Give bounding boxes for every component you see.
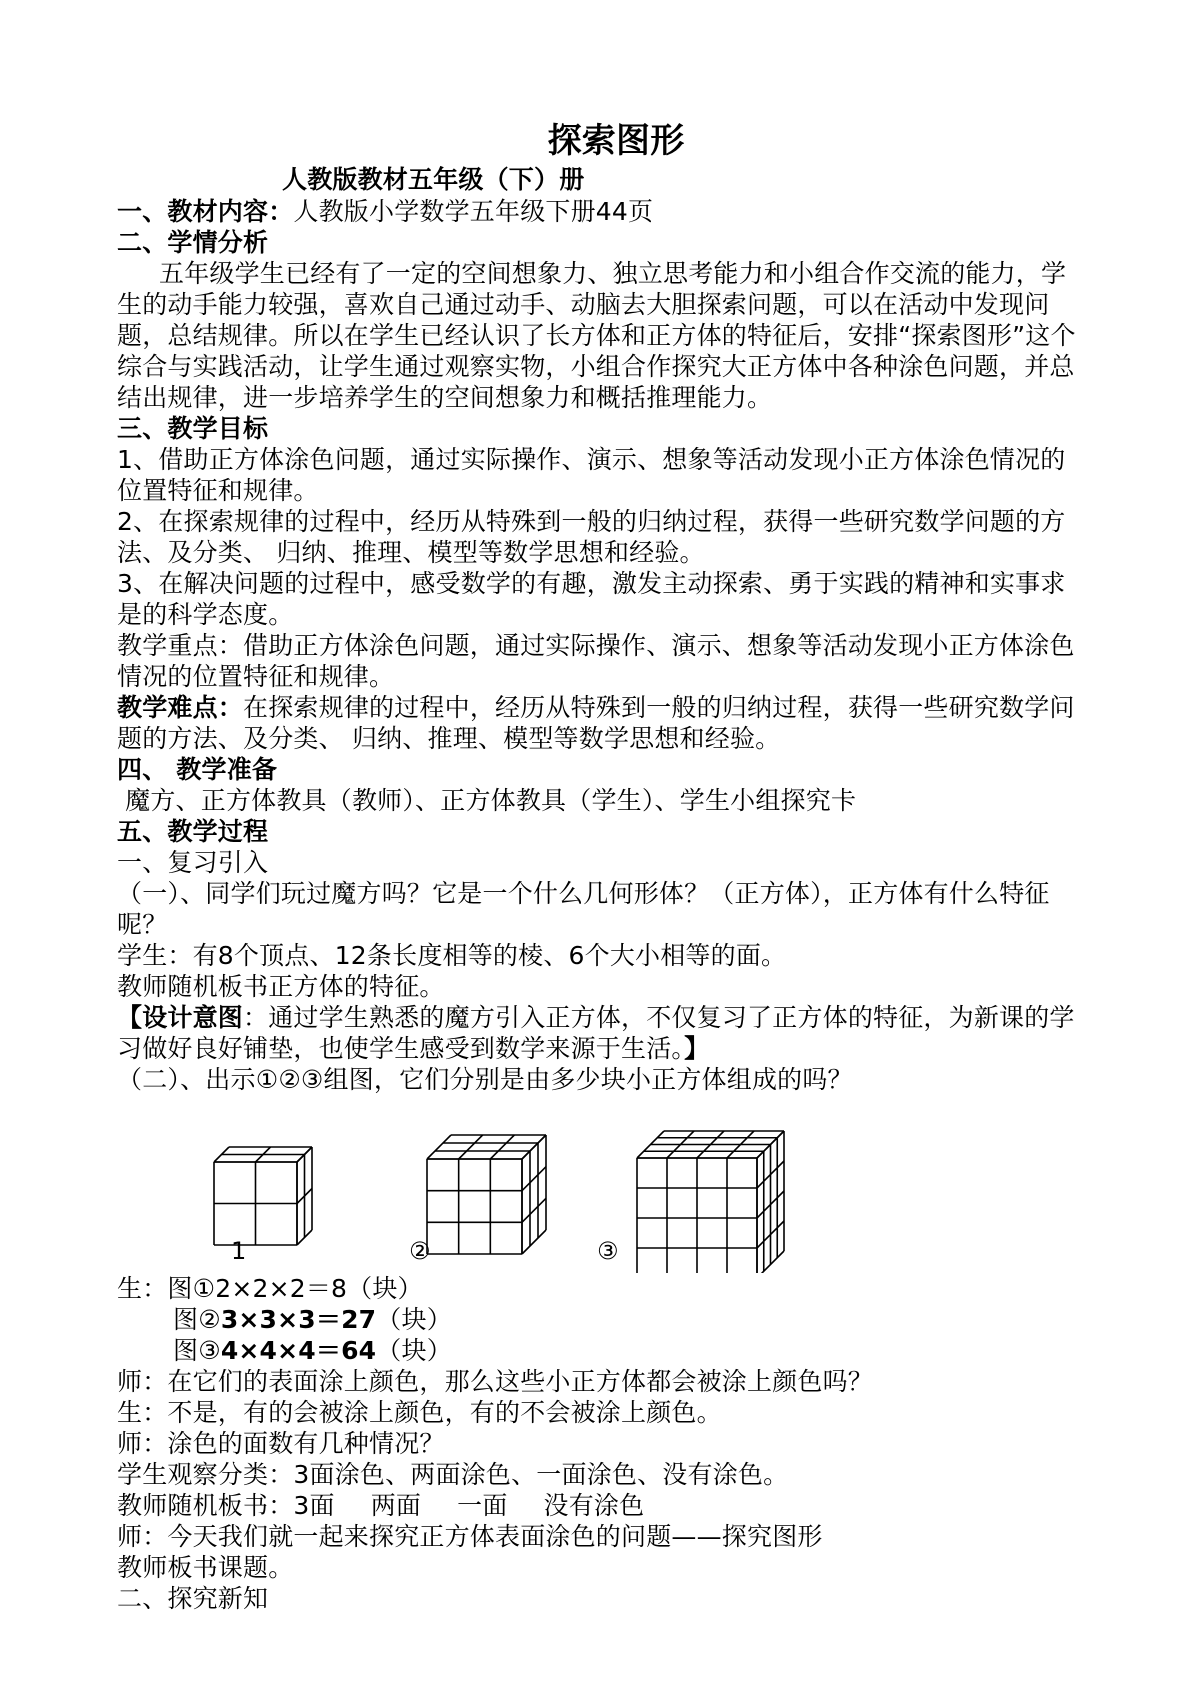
section-heading-goals: 三、教学目标 xyxy=(117,414,269,443)
design-label: 【设计意图 xyxy=(117,1003,244,1032)
cube-figures xyxy=(117,1101,1085,1273)
cube-figures-svg xyxy=(117,1101,1085,1273)
closing-line-2: 教师板书课题。 xyxy=(117,1553,294,1582)
cube-figure-label: ② xyxy=(409,1237,431,1265)
process-question-2: （二）、出示①②③组图，它们分别是由多少块小正方体组成的吗？ xyxy=(117,1065,853,1094)
calc-label: 图③ xyxy=(173,1336,221,1365)
calc-line-2 xyxy=(117,1304,1085,1335)
calc-prefix: 生： xyxy=(117,1274,168,1303)
section-label: 一、教材内容： xyxy=(117,197,294,226)
board-item: 3面 xyxy=(293,1491,335,1520)
cube-2-edge xyxy=(522,1167,546,1191)
calc-label: 图② xyxy=(173,1305,221,1334)
calc-unit: （块） xyxy=(376,1305,452,1334)
calc-expr: 3×3×3＝27 xyxy=(220,1305,377,1334)
design-end: 】 xyxy=(684,1034,710,1063)
cube-2-edge xyxy=(522,1135,546,1159)
calc-unit: （块） xyxy=(347,1274,423,1303)
page-title: 探索图形 xyxy=(547,121,685,161)
difficulty xyxy=(117,692,1085,754)
section-heading-process: 五、教学过程 xyxy=(117,817,269,846)
difficulty-text: 在探索规律的过程中，经历从特殊到一般的归纳过程，获得一些研究数学问题的方法、及分类、 归纳、推理、模型等数学思想和经验。 xyxy=(117,693,1075,753)
difficulty-label: 教学难点： xyxy=(117,693,244,722)
board-line xyxy=(117,1490,1085,1521)
calc-line-3 xyxy=(117,1335,1085,1366)
calc-expr: 2×2×2＝8 xyxy=(215,1274,348,1303)
dialog-line-3: 师：涂色的面数有几种情况？ xyxy=(117,1429,445,1458)
preparation-text: 魔方、正方体教具（教师）、正方体教具（学生）、学生小组探究卡 xyxy=(117,786,857,815)
board-item: 两面 xyxy=(370,1491,422,1520)
closing-line-3: 二、探究新知 xyxy=(117,1584,269,1613)
board-prefix: 教师随机板书： xyxy=(117,1491,294,1520)
cube-2-edge xyxy=(522,1230,546,1254)
dialog-line-1: 师：在它们的表面涂上颜色，那么这些小正方体都会被涂上颜色吗？ xyxy=(117,1367,874,1396)
section-heading-analysis: 二、学情分析 xyxy=(117,228,269,257)
design-text: ：通过学生熟悉的魔方引入正方体，不仅复习了正方体的特征，为新课的学习做好良好铺垫，也使学生感受到数学来源于生活。 xyxy=(117,1003,1075,1063)
page-subtitle: 人教版教材五年级（下）册 xyxy=(282,165,585,194)
cube-figure-label: 1 xyxy=(231,1237,247,1265)
section-heading-preparation: 四、 教学准备 xyxy=(117,755,278,784)
cube-figure-label: ③ xyxy=(597,1237,619,1265)
process-question-1: （一）、同学们玩过魔方吗？它是一个什么几何形体？（正方体），正方体有什么特征呢？ xyxy=(117,879,1050,939)
cube-2-edge xyxy=(427,1135,451,1159)
design-intent xyxy=(117,1002,1085,1064)
calc-unit: （块） xyxy=(376,1336,452,1365)
board-item: 一面 xyxy=(457,1491,508,1520)
goal-item-2: 2、在探索规律的过程中，经历从特殊到一般的归纳过程，获得一些研究数学问题的方法、及分类、 归纳、推理、模型等数学思想和经验。 xyxy=(117,507,1066,567)
calc-expr: 4×4×4＝64 xyxy=(220,1336,377,1365)
dialog-line-4: 学生观察分类：3面涂色、两面涂色、一面涂色、没有涂色。 xyxy=(117,1460,789,1489)
dialog-line-2: 生：不是，有的会被涂上颜色，有的不会被涂上颜色。 xyxy=(117,1398,722,1427)
cube-2-edge xyxy=(522,1198,546,1222)
goal-item-3: 3、在解决问题的过程中，感受数学的有趣，激发主动探索、勇于实践的精神和实事求是的科学态度。 xyxy=(117,569,1066,629)
board-item: 没有涂色 xyxy=(543,1491,645,1520)
cube-2-edge xyxy=(490,1135,514,1159)
process-step-review: 一、复习引入 xyxy=(117,848,269,877)
paragraph-analysis: 五年级学生已经有了一定的空间想象力、独立思考能力和小组合作交流的能力，学生的动手能力较强，喜欢自己通过动手、动脑去大胆探索问题，可以在活动中发现问题，总结规律。所以在学生已经认识了长方体和正方体的特征后，安排“探索图形”这个综合与实践活动，让学生通过观察实物，小组合作探究大正方体中各种涂色问题，并总结出规律，进一步培养学生的空间想象力和概括推理能力。 xyxy=(117,259,1076,412)
teacher-note: 教师随机板书正方体的特征。 xyxy=(117,972,445,1001)
section-text: 人教版小学数学五年级下册44页 xyxy=(293,197,654,226)
document-body xyxy=(117,118,1085,1614)
section-textbook-content xyxy=(117,196,1085,227)
calc-label: 图① xyxy=(167,1274,216,1303)
cube-2-edge xyxy=(459,1135,483,1159)
student-answer: 学生：有8个顶点、12条长度相等的棱、6个大小相等的面。 xyxy=(117,941,787,970)
calc-line-1 xyxy=(117,1273,1085,1304)
goal-item-1: 1、借助正方体涂色问题，通过实际操作、演示、想象等活动发现小正方体涂色情况的位置特征和规律。 xyxy=(117,445,1066,505)
key-point: 教学重点：借助正方体涂色问题，通过实际操作、演示、想象等活动发现小正方体涂色情况的位置特征和规律。 xyxy=(117,631,1075,691)
closing-line-1: 师：今天我们就一起来探究正方体表面涂色的问题——探究图形 xyxy=(117,1522,823,1551)
